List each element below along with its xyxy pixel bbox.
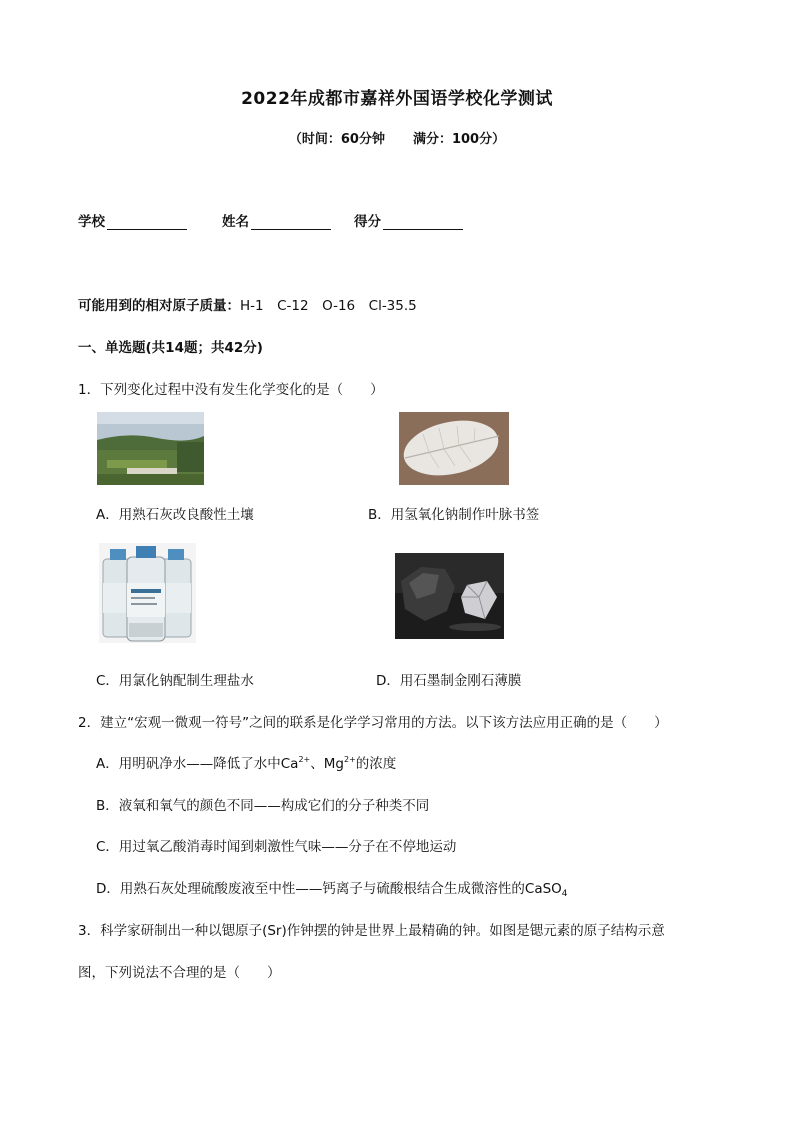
school-blank[interactable] [107, 215, 187, 230]
school-field [78, 210, 187, 230]
magnesium-charge: 2+ [343, 755, 356, 764]
masses-label: 可能用到的相对原子质量： [78, 298, 240, 314]
q2-a-text-end: 的浓度 [355, 756, 397, 772]
q2-option-c[interactable]: C．用过氧乙酸消毒时闻到刺激性气味——分子在不停地运动 [96, 839, 457, 855]
q2-option-d[interactable] [96, 877, 568, 899]
masses-values: H-1 C-12 O-16 Cl-35.5 [240, 298, 417, 314]
q2-a-text: A．用明矾净水——降低了水中Ca [96, 756, 299, 772]
question-1-stem: 1．下列变化过程中没有发生化学变化的是（ ） [78, 382, 384, 398]
atomic-masses [78, 294, 417, 314]
score-label: 得分 [354, 214, 381, 230]
question-3-stem-line2: 图，下列说法不合理的是（ ） [78, 965, 281, 981]
farmland-photo [97, 412, 204, 485]
full-score: 满分：100分） [412, 132, 506, 147]
q2-a-text-mid: 、Mg [310, 756, 344, 772]
school-label: 学校 [78, 214, 105, 230]
section-heading: 一、单选题(共14题；共42分) [78, 340, 263, 356]
score-blank[interactable] [383, 215, 463, 230]
calcium-charge: 2+ [298, 755, 311, 764]
q1-option-b[interactable]: B．用氢氧化钠制作叶脉书签 [368, 507, 540, 523]
score-field [354, 210, 463, 230]
exam-subtitle [0, 128, 794, 147]
question-3-stem-line1: 3．科学家研制出一种以锶原子(Sr)作钟摆的钟是世界上最精确的钟。如图是锶元素的原子结构示意 [78, 923, 665, 939]
name-field [222, 210, 331, 230]
page-title: 2022年成都市嘉祥外国语学校化学测试 [241, 89, 553, 109]
q2-option-a[interactable] [96, 752, 396, 772]
name-label: 姓名 [222, 214, 249, 230]
sulfate-subscript: 4 [561, 889, 568, 899]
q2-d-text: D．用熟石灰处理硫酸废液至中性——钙离子与硫酸根结合生成微溶性的CaSO [96, 881, 562, 897]
graphite-diamond-photo [395, 553, 504, 639]
saline-bottles-photo [99, 543, 196, 643]
time-limit: （时间：60分钟 [288, 132, 385, 147]
q1-option-d[interactable]: D．用石墨制金刚石薄膜 [376, 673, 522, 689]
q1-option-a[interactable]: A．用熟石灰改良酸性土壤 [96, 507, 254, 523]
q2-option-b[interactable]: B．液氧和氧气的颜色不同——构成它们的分子种类不同 [96, 798, 430, 814]
leaf-vein-photo [399, 412, 509, 485]
name-blank[interactable] [251, 215, 331, 230]
q1-option-c[interactable]: C．用氯化钠配制生理盐水 [96, 673, 254, 689]
question-2-stem: 2．建立“宏观一微观一符号”之间的联系是化学学习常用的方法。以下该方法应用正确的是（ ） [78, 715, 668, 731]
